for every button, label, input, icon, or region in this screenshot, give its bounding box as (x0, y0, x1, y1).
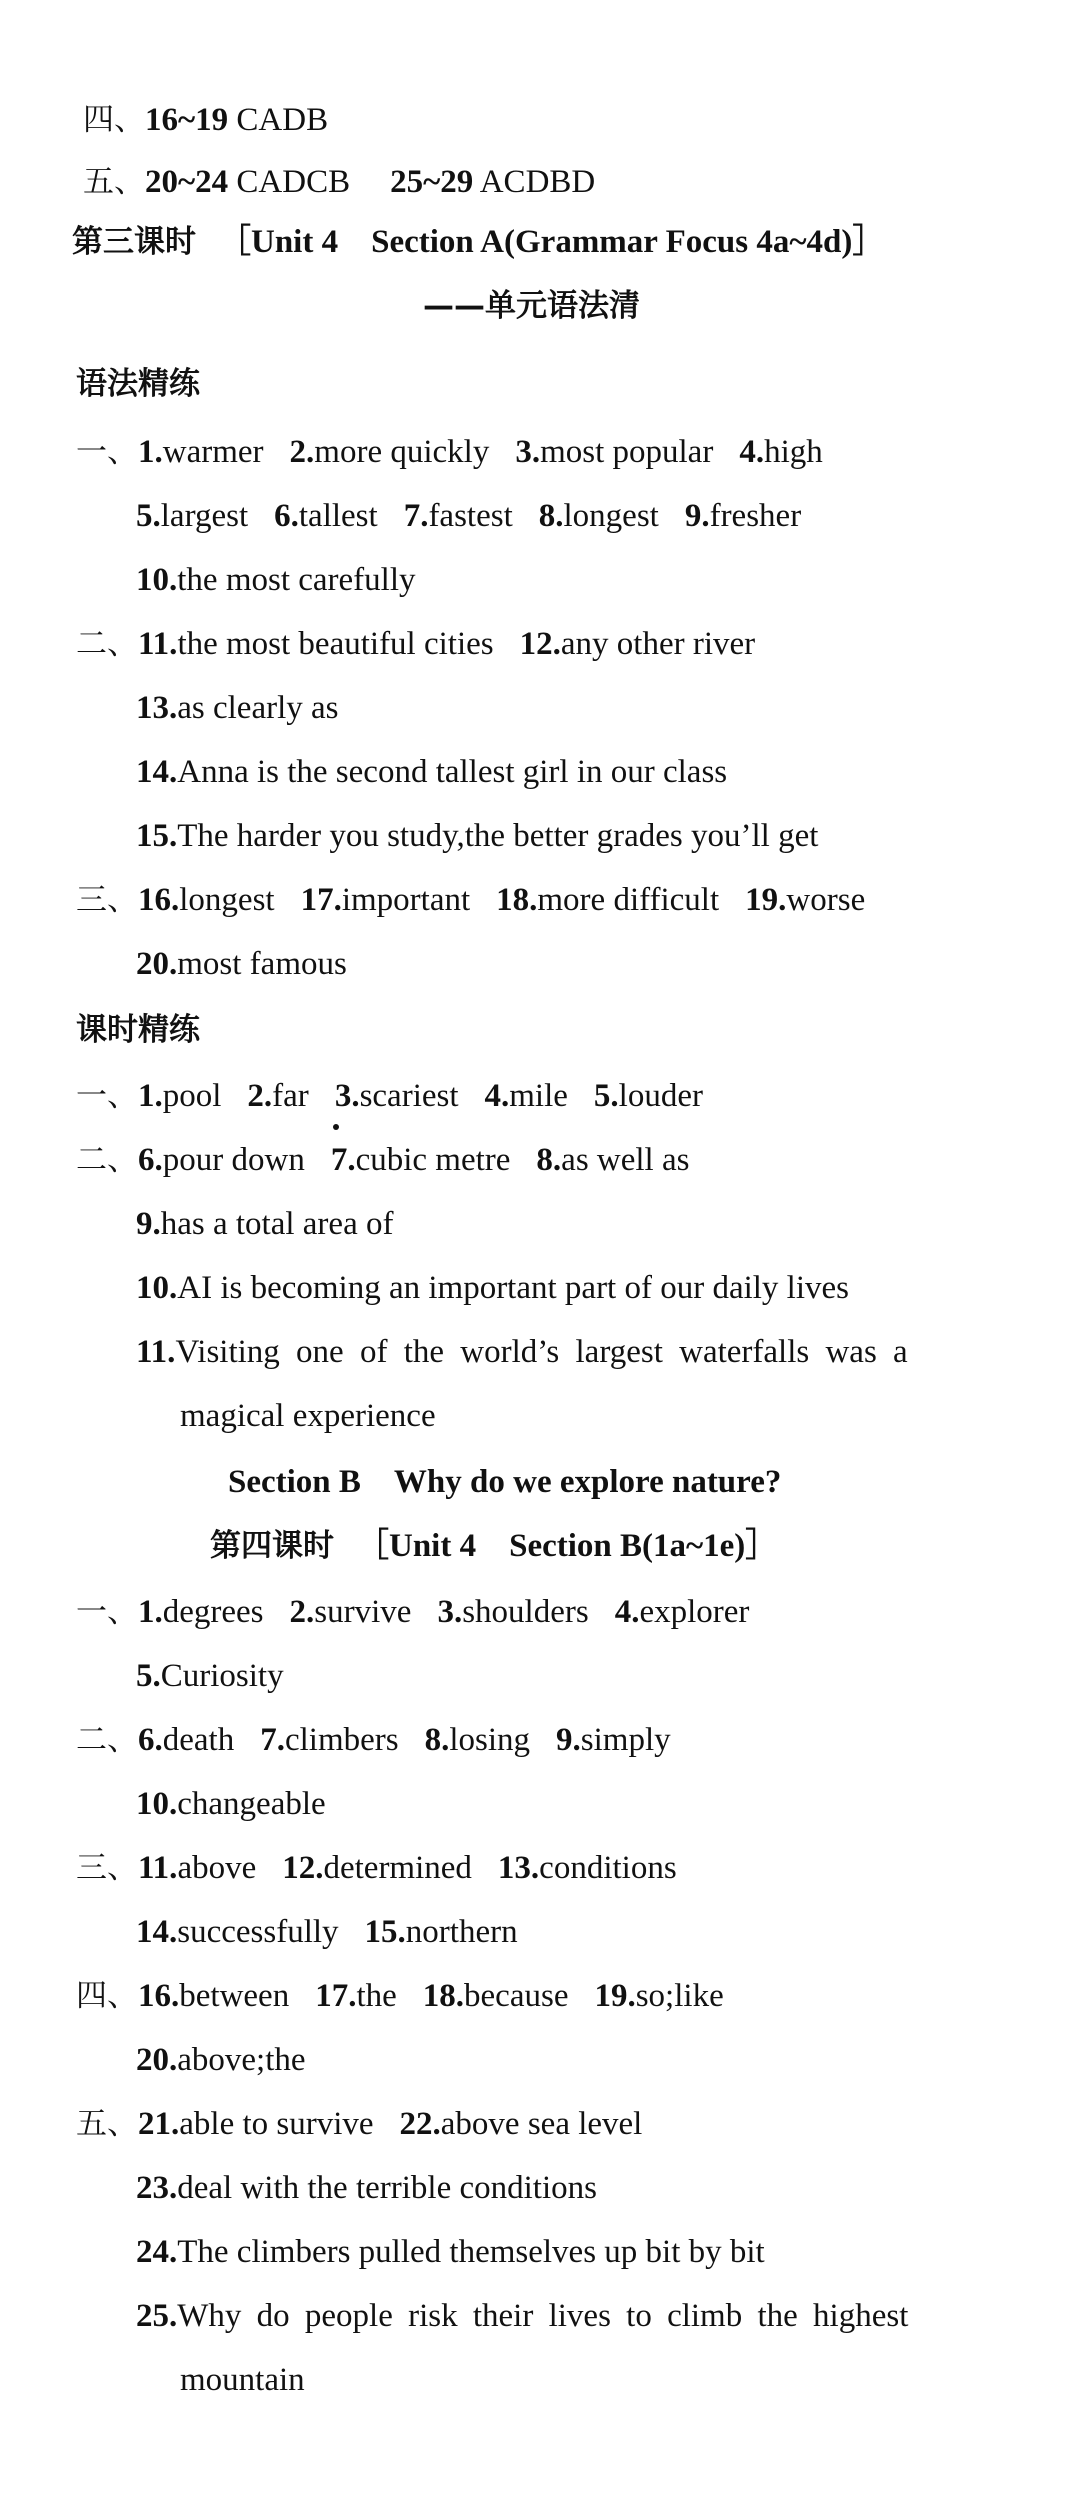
item-number: 16~19 (145, 102, 229, 138)
part-mark: 五、 (83, 164, 145, 200)
item-answer: ACDBD (473, 164, 596, 200)
part-mark: 一、 (76, 1594, 138, 1630)
lesson-title (72, 222, 885, 262)
answer-line: 20.most famous (136, 946, 347, 982)
answer-line: 25.Why do people risk their lives to climb the highest (136, 2298, 909, 2334)
lesson-title-bracket: ［Unit 4 Section A(Grammar Focus 4a~4d)］ (218, 224, 886, 260)
item-answer: CADCB (228, 164, 351, 200)
section-title: Section B Why do we explore nature? (228, 1464, 782, 1500)
answer-line (83, 100, 328, 140)
part-mark: 二、 (76, 1722, 138, 1758)
part-mark: 一、 (76, 1078, 138, 1114)
lesson-title-cn: 第三课时 (72, 224, 196, 260)
part-mark: 四、 (76, 1978, 138, 2014)
answer-line: 23.deal with the terrible conditions (136, 2170, 597, 2206)
answer-line: 二、11.the most beautiful cities 12.any other river (76, 626, 756, 662)
answer-line: 二、6.pour down 7.cubic metre 8.as well as (76, 1142, 690, 1178)
item-number: 20~24 (145, 164, 229, 200)
answer-line: 10.the most carefully (136, 562, 416, 598)
answer-line: 15.The harder you study,the better grades you’ll get (136, 818, 819, 854)
part-mark: 二、 (76, 626, 138, 662)
answer-line: 5.Curiosity (136, 1658, 284, 1694)
answer-line: mountain (180, 2362, 305, 2398)
answer-line: 一、1.warmer 2.more quickly 3.most popular 4.high (76, 434, 823, 470)
part-mark: 五、 (76, 2106, 138, 2142)
part-mark: 三、 (76, 1850, 138, 1886)
lesson-subtitle: ——单元语法清 (423, 288, 640, 324)
item-answer: CADB (228, 102, 329, 138)
answer-line (83, 162, 595, 202)
answer-line: magical experience (180, 1398, 436, 1434)
answer-line: 三、11.above 12.determined 13.conditions (76, 1850, 677, 1886)
answer-line: 5.largest 6.tallest 7.fastest 8.longest 9.fresher (136, 498, 802, 534)
answer-line: 二、6.death 7.climbers 8.losing 9.simply (76, 1722, 671, 1758)
answer-line: 一、1.degrees 2.survive 3.shoulders 4.explorer (76, 1594, 750, 1630)
answer-line: 10.AI is becoming an important part of our daily lives (136, 1270, 850, 1306)
part-mark: 二、 (76, 1142, 138, 1178)
answer-line: 14.Anna is the second tallest girl in our class (136, 754, 728, 790)
section-heading: 课时精练 (76, 1012, 200, 1048)
part-mark: 三、 (76, 882, 138, 918)
answer-line: 10.changeable (136, 1786, 326, 1822)
item-number: 25~29 (390, 164, 474, 200)
answer-line: 一、1.pool 2.far 3.scariest 4.mile 5.louder (76, 1078, 703, 1114)
answer-line: 四、16.between 17.the 18.because 19.so;like (76, 1978, 724, 2014)
answer-line: 13.as clearly as (136, 690, 339, 726)
section-heading: 语法精练 (76, 366, 200, 402)
answer-line: 20.above;the (136, 2042, 306, 2078)
part-mark: 一、 (76, 434, 138, 470)
answer-line: 14.successfully 15.northern (136, 1914, 518, 1950)
answer-line: 11.Visiting one of the world’s largest waterfalls was a (136, 1334, 908, 1370)
answer-line: 9.has a total area of (136, 1206, 394, 1242)
emphasis-dot (333, 1124, 339, 1130)
answer-line: 五、21.able to survive 22.above sea level (76, 2106, 643, 2142)
lesson-title: 第四课时 ［Unit 4 Section B(1a~1e)］ (210, 1528, 779, 1564)
part-mark: 四、 (83, 102, 145, 138)
answer-line: 三、16.longest 17.important 18.more difficult 19.worse (76, 882, 866, 918)
answer-line: 24.The climbers pulled themselves up bit by bit (136, 2234, 765, 2270)
